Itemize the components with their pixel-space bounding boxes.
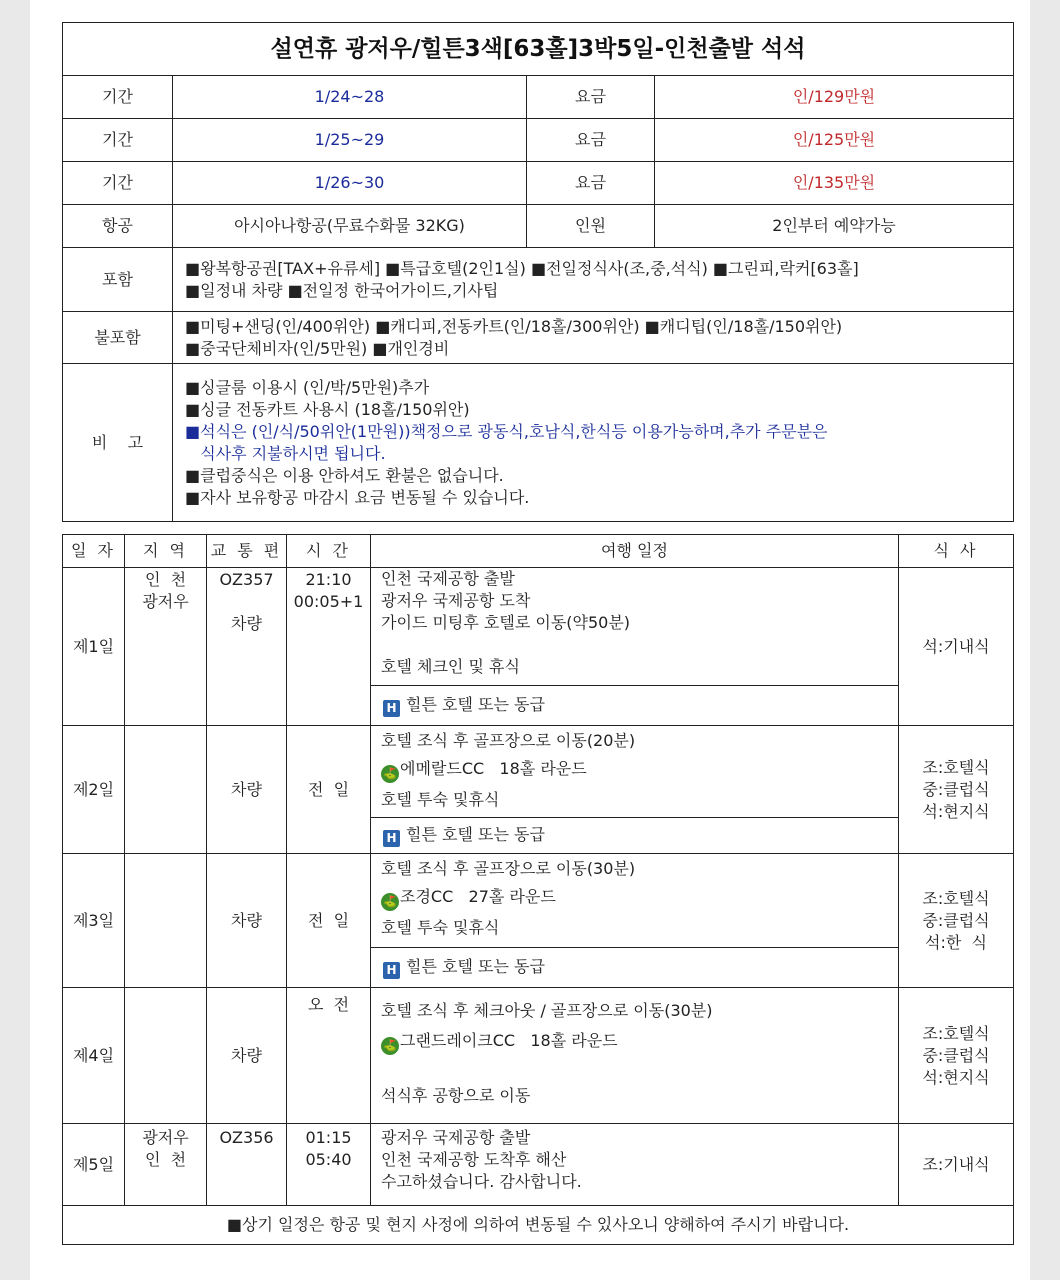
remark-line-highlight: 식사후 지불하시면 됩니다. <box>185 443 386 463</box>
remark-line: ■싱글룸 이용시 (인/박/5만원)추가 <box>185 377 430 397</box>
remark-line: ■클럽중식은 이용 안하셔도 환불은 없습니다. <box>185 465 504 485</box>
time-line: 05:40 <box>305 1150 352 1169</box>
transport-mode: 차량 <box>231 910 262 930</box>
meal-line: 석:현지식 <box>922 801 990 821</box>
flight-number: OZ357 <box>219 570 274 589</box>
remarks-label: 비 고 <box>63 364 173 522</box>
transport-cell <box>207 726 287 854</box>
itinerary-line: 호텔 조식 후 체크아웃 / 골프장으로 이동(30분) <box>381 1001 713 1020</box>
period-price: 인/125만원 <box>655 119 1014 162</box>
footer-note: ■상기 일정은 항공 및 현지 사정에 의하여 변동될 수 있사오니 양해하여 주시기 바랍니다. <box>63 1206 1014 1245</box>
meal-cell <box>899 854 1014 988</box>
transport-cell <box>207 988 287 1124</box>
region-line: 인 천 <box>144 570 187 589</box>
region-line: 인 천 <box>144 1150 187 1169</box>
itinerary-cell <box>371 726 899 818</box>
meal-cell <box>899 726 1014 854</box>
period-label: 기간 <box>63 119 173 162</box>
period-row <box>63 76 1014 119</box>
itinerary-table <box>62 534 1014 1245</box>
remarks-list <box>173 364 1014 522</box>
itinerary-line: 광저우 국제공항 도착 <box>381 591 531 610</box>
itinerary-line: 인천 국제공항 도착후 해산 <box>381 1150 567 1169</box>
golf-icon: ⛳ <box>381 1037 399 1055</box>
itinerary-cell <box>371 568 899 686</box>
period-dates: 1/25~29 <box>173 119 527 162</box>
golf-line <box>381 1030 888 1055</box>
meal-line: 중:클럽식 <box>922 779 990 799</box>
period-dates: 1/24~28 <box>173 76 527 119</box>
meal-line: 중:클럽식 <box>922 910 990 930</box>
golf-icon: ⛳ <box>381 893 399 911</box>
hotel-icon: H <box>383 962 400 979</box>
meal-line: 조:호텔식 <box>922 757 990 777</box>
region-cell-empty <box>125 726 207 854</box>
region-line: 광저우 <box>142 1128 189 1147</box>
meal-line: 석:현지식 <box>922 1067 990 1087</box>
golf-line <box>381 886 888 911</box>
transport-cell <box>207 568 287 726</box>
footer-row <box>63 1206 1014 1245</box>
region-cell-empty <box>125 988 207 1124</box>
day-row-2 <box>63 726 1014 818</box>
remarks-row <box>63 364 1014 522</box>
transport-mode: 차량 <box>231 614 262 633</box>
flight-number: OZ356 <box>219 1128 274 1147</box>
itinerary-line: 인천 국제공항 출발 <box>381 569 515 588</box>
period-row <box>63 162 1014 205</box>
remark-line: ■싱글 전동카트 사용시 (18홀/150위안) <box>185 399 470 419</box>
golf-line <box>381 758 888 783</box>
meal-line: 조:기내식 <box>922 1154 990 1174</box>
header-day: 일 자 <box>63 535 125 568</box>
included-list <box>173 248 1014 312</box>
included-label: 포함 <box>63 248 173 312</box>
people-label: 인원 <box>527 205 655 248</box>
excluded-row <box>63 312 1014 364</box>
period-label: 기간 <box>63 76 173 119</box>
meal-line: 조:호텔식 <box>922 888 990 908</box>
tour-summary-table <box>62 22 1014 522</box>
hotel-cell <box>371 948 899 988</box>
time-cell: 전 일 <box>287 726 371 854</box>
time-cell <box>287 1124 371 1206</box>
golf-icon: ⛳ <box>381 765 399 783</box>
day-label: 제3일 <box>63 854 125 988</box>
region-line: 광저우 <box>142 592 189 611</box>
transport-cell <box>207 1124 287 1206</box>
day-row-4 <box>63 988 1014 1124</box>
time-line: 01:15 <box>305 1128 352 1147</box>
header-region: 지 역 <box>125 535 207 568</box>
meal-line: 중:클럽식 <box>922 1045 990 1065</box>
itinerary-cell <box>371 854 899 948</box>
day-row-1 <box>63 568 1014 686</box>
itinerary-cell <box>371 1124 899 1206</box>
region-cell <box>125 568 207 726</box>
meal-cell <box>899 1124 1014 1206</box>
included-row <box>63 248 1014 312</box>
excluded-list <box>173 312 1014 364</box>
golf-course: 조경CC 27홀 라운드 <box>400 887 556 906</box>
itinerary-line: 수고하셨습니다. 감사합니다. <box>381 1172 582 1191</box>
transport-spacer <box>208 591 285 613</box>
transport-mode: 차량 <box>231 779 262 799</box>
region-cell <box>125 1124 207 1206</box>
airline-row <box>63 205 1014 248</box>
hotel-name: 힐튼 호텔 또는 동급 <box>406 957 545 976</box>
period-label: 기간 <box>63 162 173 205</box>
region-cell-empty <box>125 854 207 988</box>
time-line: 21:10 <box>305 570 352 589</box>
time-cell: 전 일 <box>287 854 371 988</box>
itinerary-line: 광저우 국제공항 출발 <box>381 1128 531 1147</box>
header-itinerary: 여행 일정 <box>371 535 899 568</box>
excluded-label: 불포함 <box>63 312 173 364</box>
period-dates: 1/26~30 <box>173 162 527 205</box>
day-label: 제5일 <box>63 1124 125 1206</box>
remark-line-highlight: ■석식은 (인/식/50위안(1만원))책정으로 광동식,호남식,한식등 이용가능하며,추가 주문분은 <box>185 421 828 441</box>
itinerary-line: 호텔 투숙 및휴식 <box>381 790 500 809</box>
itinerary-line: 가이드 미팅후 호텔로 이동(약50분) <box>381 613 631 632</box>
people-value: 2인부터 예약가능 <box>655 205 1014 248</box>
transport-mode: 차량 <box>231 1045 262 1065</box>
hotel-name: 힐튼 호텔 또는 동급 <box>406 695 545 714</box>
header-meal: 식 사 <box>899 535 1014 568</box>
golf-course: 에메랄드CC 18홀 라운드 <box>400 759 587 778</box>
header-time: 시 간 <box>287 535 371 568</box>
time-cell: 오 전 <box>287 988 371 1124</box>
meal-cell <box>899 988 1014 1124</box>
day-label: 제2일 <box>63 726 125 854</box>
time-line: 00:05+1 <box>293 592 364 611</box>
header-transport: 교 통 편 <box>207 535 287 568</box>
price-label: 요금 <box>527 76 655 119</box>
meal-line: 조:호텔식 <box>922 1023 990 1043</box>
meal-cell <box>899 568 1014 726</box>
itinerary-line: 석식후 공항으로 이동 <box>381 1086 531 1105</box>
time-cell <box>287 568 371 726</box>
day-label: 제4일 <box>63 988 125 1124</box>
day-row-3 <box>63 854 1014 948</box>
page-title: 설연휴 광저우/힐튼3색[63홀]3박5일-인천출발 석석 <box>63 23 1014 76</box>
hotel-icon: H <box>383 830 400 847</box>
itinerary-line: 호텔 체크인 및 휴식 <box>381 657 520 676</box>
period-price: 인/135만원 <box>655 162 1014 205</box>
hotel-cell <box>371 818 899 854</box>
day-row-5 <box>63 1124 1014 1206</box>
itinerary-line: 호텔 투숙 및휴식 <box>381 918 500 937</box>
itinerary-header-row <box>63 535 1014 568</box>
itinerary-line <box>381 634 888 656</box>
excluded-line: ■미팅+샌딩(인/400위안) ■캐디피,전동카트(인/18홀/300위안) ■캐디팁(인/18홀/150위안) <box>185 316 843 336</box>
included-line: ■왕복항공권[TAX+유류세] ■특급호텔(2인1실) ■전일정식사(조,중,석식) ■그린피,락커[63홀] <box>185 258 859 278</box>
remark-line: ■자사 보유항공 마감시 요금 변동될 수 있습니다. <box>185 487 530 507</box>
itinerary-line: 호텔 조식 후 골프장으로 이동(30분) <box>381 859 636 878</box>
itinerary-cell <box>371 988 899 1124</box>
price-label: 요금 <box>527 119 655 162</box>
transport-cell <box>207 854 287 988</box>
hotel-cell <box>371 686 899 726</box>
price-label: 요금 <box>527 162 655 205</box>
included-line: ■일정내 차량 ■전일정 한국어가이드,기사팁 <box>185 280 499 300</box>
day-label: 제1일 <box>63 568 125 726</box>
hotel-icon: H <box>383 700 400 717</box>
airline-label: 항공 <box>63 205 173 248</box>
period-row <box>63 119 1014 162</box>
meal-line: 석:기내식 <box>922 636 990 656</box>
hotel-name: 힐튼 호텔 또는 동급 <box>406 825 545 844</box>
itinerary-line: 호텔 조식 후 골프장으로 이동(20분) <box>381 731 636 750</box>
excluded-line: ■중국단체비자(인/5만원) ■개인경비 <box>185 338 450 358</box>
airline-value: 아시아나항공(무료수화물 32KG) <box>173 205 527 248</box>
golf-course: 그랜드레이크CC 18홀 라운드 <box>400 1031 618 1050</box>
meal-line: 석:한 식 <box>925 932 987 952</box>
period-price: 인/129만원 <box>655 76 1014 119</box>
